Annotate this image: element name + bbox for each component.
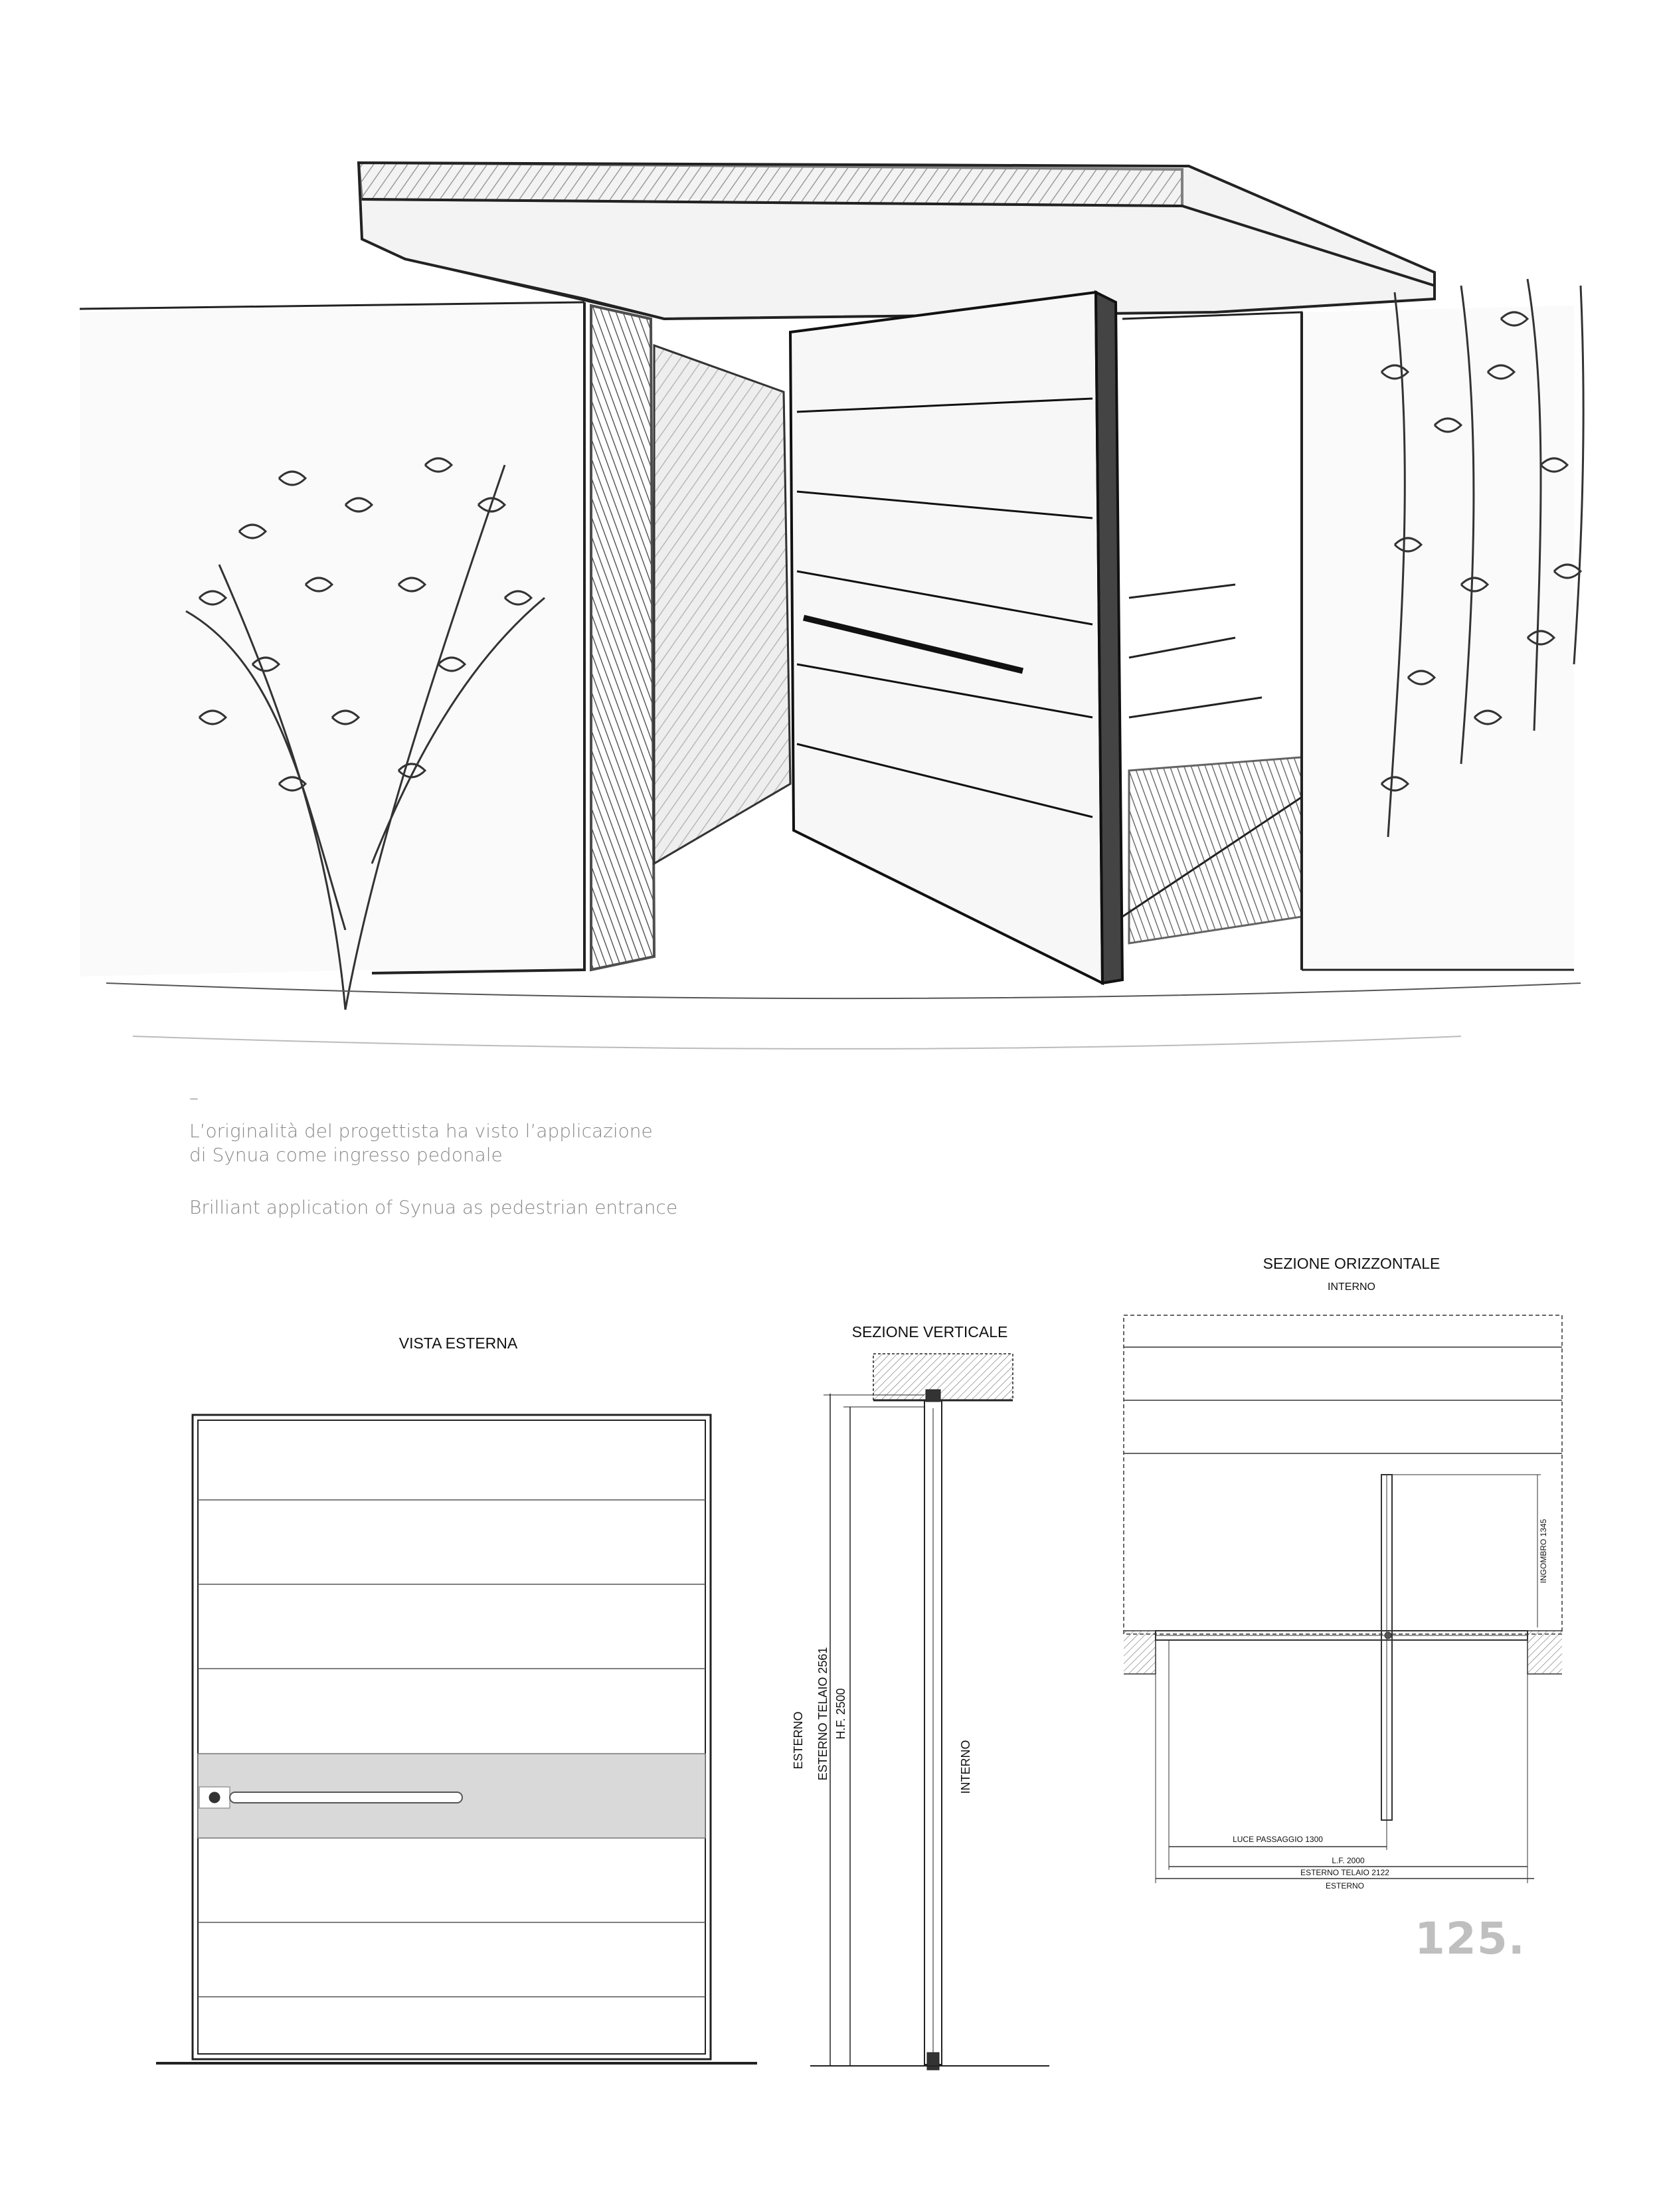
keyhole-icon	[209, 1792, 220, 1803]
label-esterno-telaio-h: ESTERNO TELAIO 2122	[1300, 1868, 1389, 1877]
label-esterno: ESTERNO	[792, 1711, 805, 1770]
caption-english: Brilliant application of Synua as pedestrian entrance	[189, 1196, 678, 1218]
inner-wall	[654, 345, 790, 864]
right-wall	[1302, 306, 1574, 970]
caption-dash: –	[189, 1087, 199, 1109]
vista-esterna-title: VISTA ESTERNA	[398, 1335, 518, 1352]
label-interno: INTERNO	[959, 1740, 972, 1794]
caption-italian: L’originalità del progettista ha visto l’applicazione di Synua come ingresso pedonale	[189, 1120, 653, 1166]
ground-line	[106, 983, 1581, 1049]
sezione-orizzontale-title: SEZIONE ORIZZONTALE	[1263, 1255, 1441, 1272]
door-elevation	[156, 1415, 757, 2063]
label-hf: H.F. 2500	[834, 1688, 847, 1740]
sezione-verticale-title: SEZIONE VERTICALE	[851, 1323, 1008, 1340]
horizontal-handle	[230, 1792, 462, 1803]
vista-esterna-drawing	[146, 1322, 770, 2073]
pencil-sketch-illustration	[0, 0, 1659, 1089]
sezione-verticale-drawing	[770, 1315, 1049, 2073]
label-luce-passaggio: LUCE PASSAGGIO 1300	[1233, 1835, 1323, 1844]
page-number: 125.	[1415, 1913, 1526, 1964]
pivot-door-open	[790, 292, 1122, 983]
label-esterno-bottom: ESTERNO	[1325, 1881, 1365, 1890]
sezione-orizzontale-drawing	[1102, 1249, 1594, 1906]
label-lf: L.F. 2000	[1332, 1856, 1365, 1865]
label-esterno-telaio: ESTERNO TELAIO 2561	[816, 1647, 830, 1781]
horizontal-section-lines	[1124, 1315, 1562, 1883]
canopy-roof	[359, 163, 1435, 319]
left-wall	[80, 302, 654, 976]
label-ingombro: INGOMBRO 1345	[1539, 1519, 1548, 1584]
interior-steps	[1122, 312, 1302, 943]
label-interno-top: INTERNO	[1328, 1281, 1375, 1293]
